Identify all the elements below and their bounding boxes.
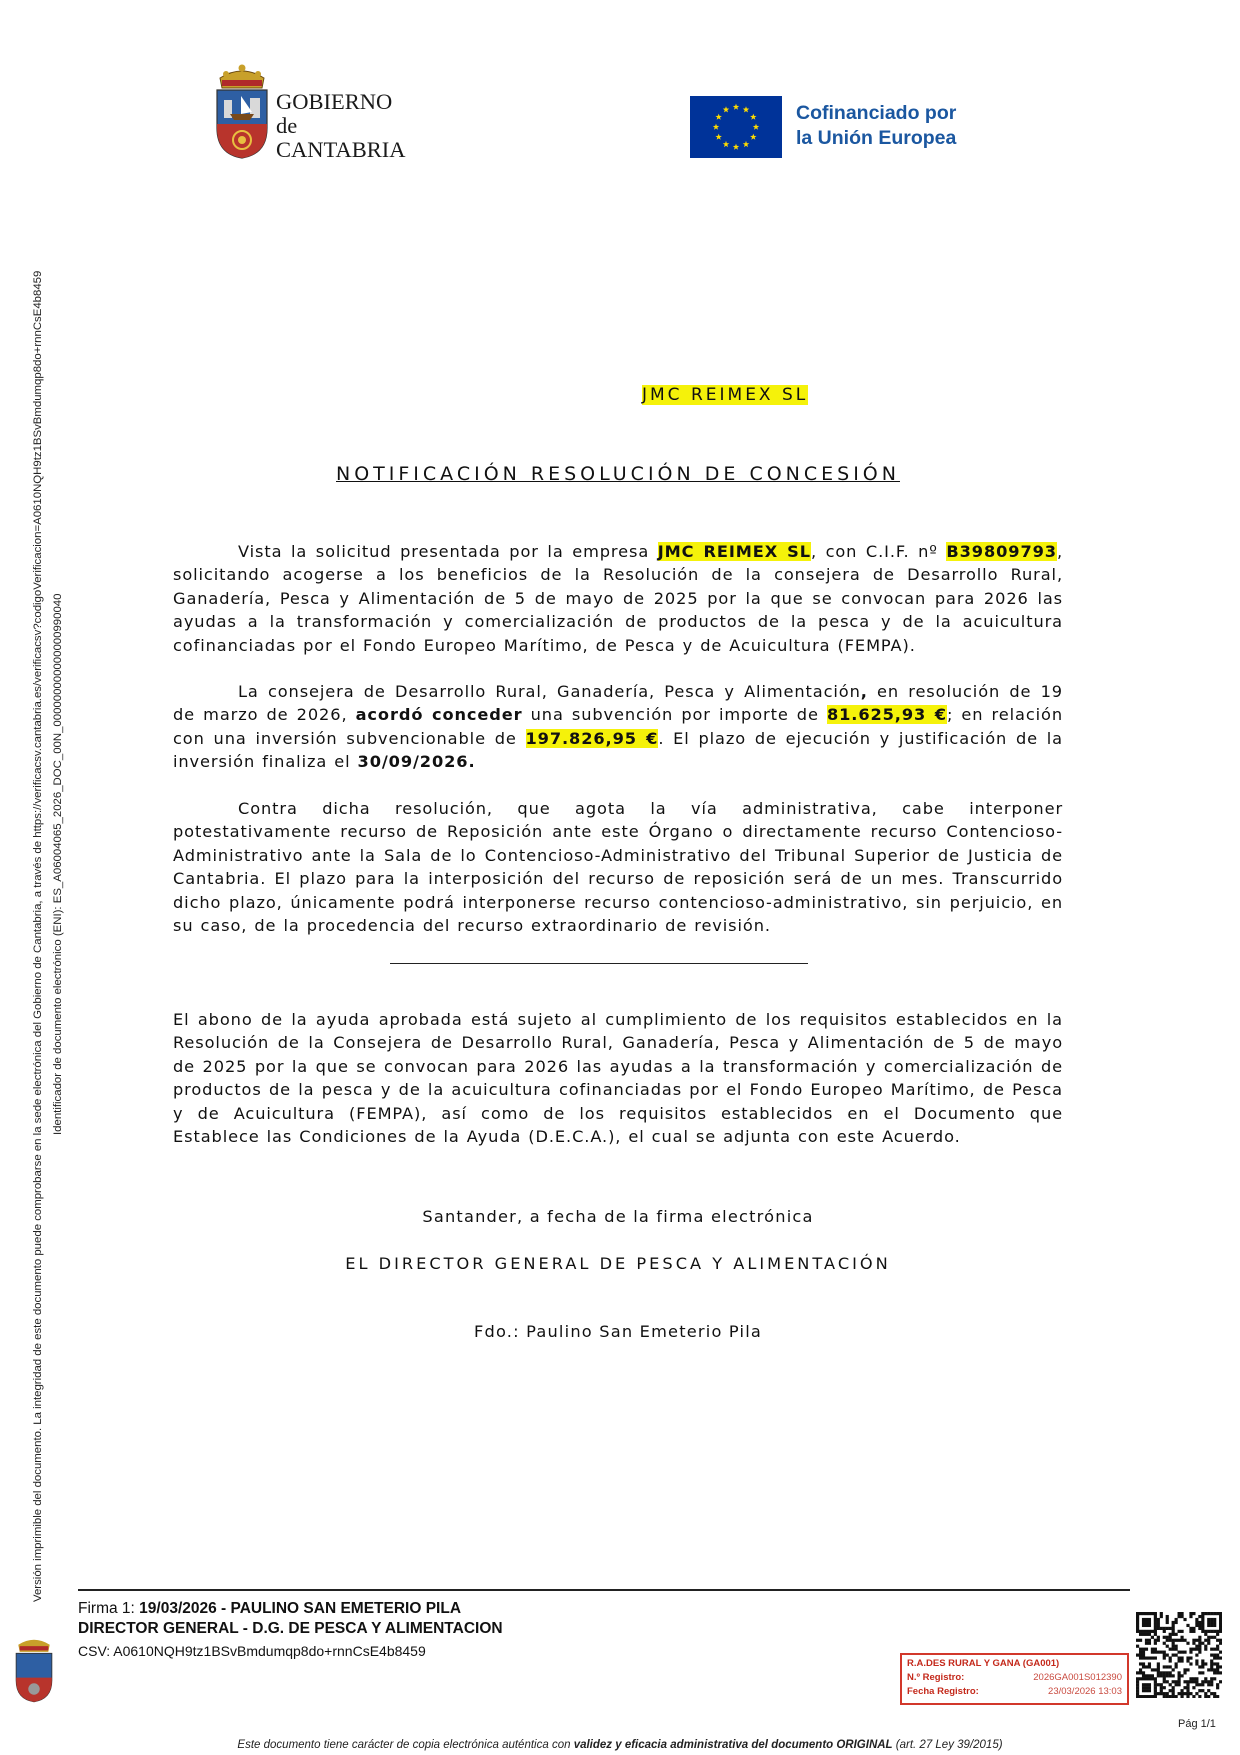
- paragraph-payment-conditions: El abono de la ayuda aprobada está sujeto al cumplimiento de los requisitos establecidos en la Resolución de la Consejera de Desarrollo Rural, Ganadería, Pesca y Alimentación de 5 de mayo de 2025 por la que se convocan para 2026 las ayudas a la transformación y comercialización de productos de la pesca y de la acuicultura cofinanciadas por el Fondo Europeo Marítimo, de Pesca y de Acuicultura (FEMPA), así como de los requisitos establecidos en el Documento que Establece las Condiciones de la Ayuda (D.E.C.A.), el cual se adjunta con este Acuerdo.: [173, 1010, 1063, 1147]
- eu-star-icon: [723, 106, 729, 112]
- signatory-title: EL DIRECTOR GENERAL DE PESCA Y ALIMENTACIÓN: [345, 1254, 891, 1273]
- eu-star-icon: [733, 104, 739, 110]
- eu-star-icon: [753, 124, 759, 130]
- eu-cofinancing-text: Cofinanciado por la Unión Europea: [796, 102, 957, 149]
- eu-star-icon: [715, 114, 721, 120]
- place-and-date: Santander, a fecha de la firma electrónica: [422, 1207, 814, 1226]
- signatory-role: DIRECTOR GENERAL - D.G. DE PESCA Y ALIMENTACION: [78, 1620, 503, 1637]
- page-number: Pág 1/1: [1178, 1718, 1216, 1730]
- grant-amount: 81.625,93 €: [826, 705, 947, 725]
- company-name: JMC REIMEX SL: [657, 542, 811, 561]
- authenticity-note: Este documento tiene carácter de copia electrónica auténtica con validez y eficacia administrativa del documento ORIGINAL (art. 27 Ley 39/2015): [237, 1739, 1003, 1751]
- footer-divider: [78, 1589, 1130, 1591]
- registry-stamp: R.A.DES RURAL Y GANA (GA001) N.º Registro: 2026GA001S012390 Fecha Registro: 23/03/2026 13:03: [900, 1653, 1129, 1705]
- paragraph-application: Vista la solicitud presentada por la empresa JMC REIMEX SL, con C.I.F. nº B39809793, solicitando acogerse a los beneficios de la Resolución de la consejera de Desarrollo Rural, Ganadería, Pesca y Alimentación de 5 de mayo de 2025 por la que se convocan para 2026 las ayudas a la transformación y comercialización de productos de la pesca y de la acuicultura cofinanciadas por el Fondo Europeo Marítimo, de Pesca y de Acuicultura (FEMPA).: [173, 542, 1063, 655]
- eu-star-icon: [713, 124, 719, 130]
- paragraph-grant: La consejera de Desarrollo Rural, Ganadería, Pesca y Alimentación, en resolución de 19 de marzo de 2026, acordó conceder una subvención por importe de 81.625,93 €; en relación con una inversión subvencionable de 197.826,95 €. El plazo de ejecución y justificación de la inversión finaliza el 30/09/2026.: [173, 682, 1064, 772]
- gobierno-cantabria-logo-text: GOBIERNO de CANTABRIA: [276, 89, 406, 162]
- eu-star-icon: [750, 134, 756, 140]
- eni-identifier-margin-text: Identificador de documento electrónico (ENI): ES_A06004065_2026_DOC_00N_000000000000000990040: [52, 593, 64, 1135]
- eu-star-icon: [723, 141, 729, 147]
- cif-number: B39809793: [946, 542, 1057, 561]
- eu-flag-icon: [690, 96, 782, 158]
- paragraph-appeal: Contra dicha resolución, que agota la vía administrativa, cabe interponer potestativamente recurso de Reposición ante este Órgano o directamente recurso Contencioso-Administrativo ante la Sala de lo Contencioso-Administrativo del Tribunal Superior de Justicia de Cantabria. El plazo para la interposición del recurso de reposición será de un mes. Transcurrido dicho plazo, únicamente podrá interponerse recurso contencioso-administrativo, sin perjuicio, en su caso, de la procedencia del recurso extraordinario de revisión.: [173, 799, 1063, 936]
- eu-star-icon: [743, 106, 749, 112]
- signature-info: Firma 1: 19/03/2026 - PAULINO SAN EMETERIO PILA: [78, 1600, 462, 1617]
- csv-code: CSV: A0610NQH9tz1BSvBmdumqp8do+rnnCsE4b8459: [78, 1643, 426, 1659]
- qr-code-icon[interactable]: [1136, 1612, 1222, 1698]
- separator-line: [390, 963, 808, 964]
- recipient-name: JMC REIMEX SL: [642, 385, 809, 405]
- signatory-name: Fdo.: Paulino San Emeterio Pila: [473, 1322, 763, 1341]
- cantabria-footer-shield-icon: [14, 1628, 54, 1710]
- deadline-date: 30/09/2026.: [357, 752, 476, 772]
- document-title: NOTIFICACIÓN RESOLUCIÓN DE CONCESIÓN: [336, 463, 900, 485]
- investment-amount: 197.826,95 €: [525, 728, 659, 748]
- eu-star-icon: [715, 134, 721, 140]
- verification-margin-text: Versión imprimible del documento. La integridad de este documento puede comprobarse en la sede electrónica del Gobierno de Cantabria, a través de https://verificacsv.cantabria.es/verificacsv?codigoVerificacion=A0610NQH9tz1BSvBmdumqp8do+rnnCsE4b8459: [32, 270, 44, 1602]
- cantabria-coat-of-arms-icon: [214, 64, 270, 160]
- eu-star-icon: [743, 141, 749, 147]
- grant-decision: acordó conceder: [355, 705, 523, 725]
- eu-star-icon: [733, 144, 739, 150]
- eu-star-icon: [750, 114, 756, 120]
